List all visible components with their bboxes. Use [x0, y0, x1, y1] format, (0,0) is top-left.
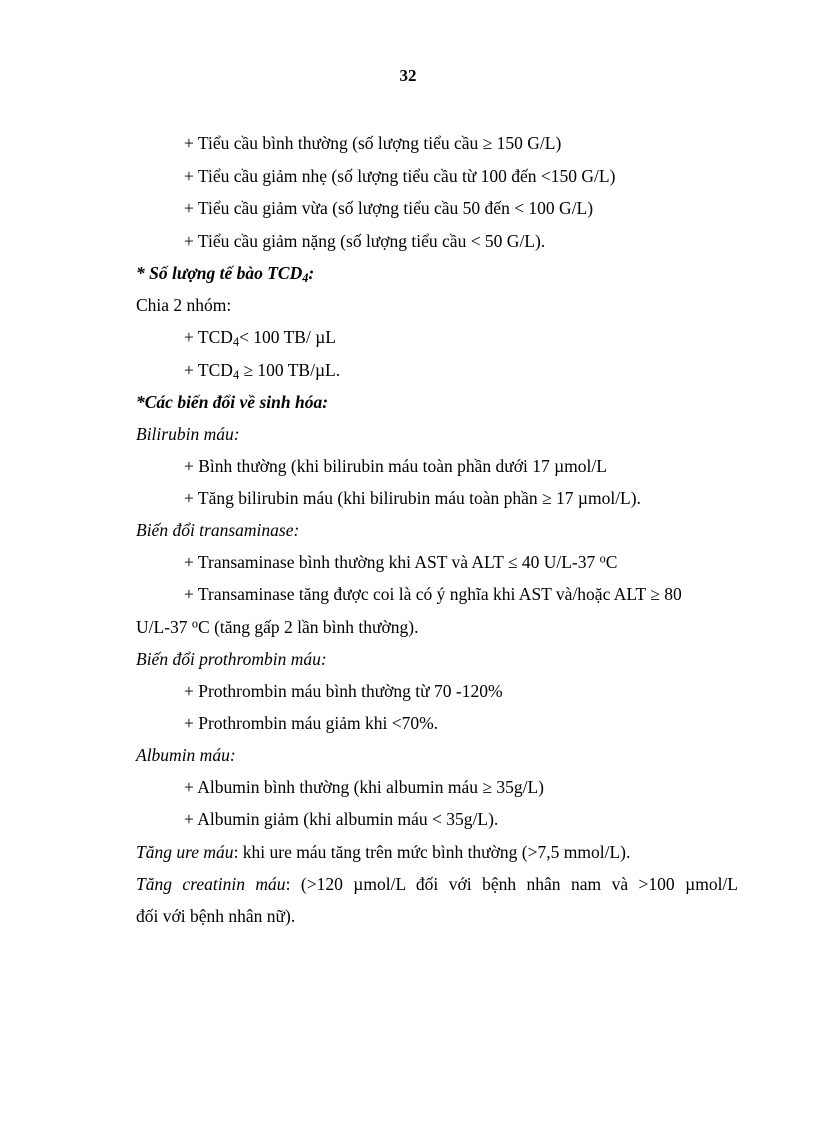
- creatinine-line2: đối với bệnh nhân nữ).: [136, 906, 296, 926]
- transaminase-normal: + Transaminase bình thường khi AST và ALT ≤ 40 U/L-37 $^o$C: [184, 551, 618, 572]
- transaminase-label: Biến đổi transaminase:: [136, 520, 300, 540]
- creatinine-line1: Tăng creatinin máu: (>120 µmol/L đối với bệnh nhân nam và >100 µmol/L: [136, 874, 738, 894]
- albumin-low: + Albumin giảm (khi albumin máu < 35g/L).: [184, 809, 499, 829]
- transaminase-high-line2: U/L-37 $^o$C (tăng gấp 2 lần bình thường).: [136, 616, 419, 637]
- transaminase-high-line1: + Transaminase tăng được coi là có ý nghĩa khi AST và/hoặc ALT ≥ 80: [184, 584, 682, 604]
- creatinine-label: Tăng creatinin máu: [136, 874, 286, 894]
- urea-label: Tăng ure máu: [136, 842, 234, 862]
- bilirubin-label: Bilirubin máu:: [136, 424, 240, 444]
- albumin-label: Albumin máu:: [136, 745, 236, 765]
- prothrombin-normal: + Prothrombin máu bình thường từ 70 -120%: [184, 681, 503, 701]
- tcd4-heading: * Số lượng tế bào $TCD_4$:: [136, 263, 315, 286]
- bilirubin-normal: + Bình thường (khi bilirubin máu toàn phần dưới 17 µmol/L: [184, 456, 607, 476]
- tcd4-item-low: + $TCD_4< 100$ TB/ µL: [184, 327, 336, 350]
- platelet-mild: + Tiểu cầu giảm nhẹ (số lượng tiểu cầu từ 100 đến <150 G/L): [184, 166, 616, 186]
- page-number: 32: [399, 66, 417, 85]
- prothrombin-low: + Prothrombin máu giảm khi <70%.: [184, 713, 439, 733]
- bilirubin-high: + Tăng bilirubin máu (khi bilirubin máu toàn phần ≥ 17 µmol/L).: [184, 488, 641, 508]
- platelet-severe: + Tiểu cầu giảm nặng (số lượng tiểu cầu < 50 G/L).: [184, 231, 546, 251]
- tcd4-item-high: + $TCD_4 \ge 100$ TB/µL.: [184, 360, 341, 383]
- platelet-normal: + Tiểu cầu bình thường (số lượng tiểu cầu ≥ 150 G/L): [184, 133, 562, 153]
- prothrombin-label: Biến đổi prothrombin máu:: [136, 649, 327, 669]
- urea-line: Tăng ure máu: khi ure máu tăng trên mức bình thường (>7,5 mmol/L).: [136, 842, 631, 862]
- platelet-moderate: + Tiểu cầu giảm vừa (số lượng tiểu cầu 50 đến < 100 G/L): [184, 198, 594, 218]
- albumin-normal: + Albumin bình thường (khi albumin máu ≥ 35g/L): [184, 777, 544, 797]
- tcd4-intro: Chia 2 nhóm:: [136, 295, 232, 315]
- biochem-heading: *Các biến đổi về sinh hóa:: [136, 392, 329, 412]
